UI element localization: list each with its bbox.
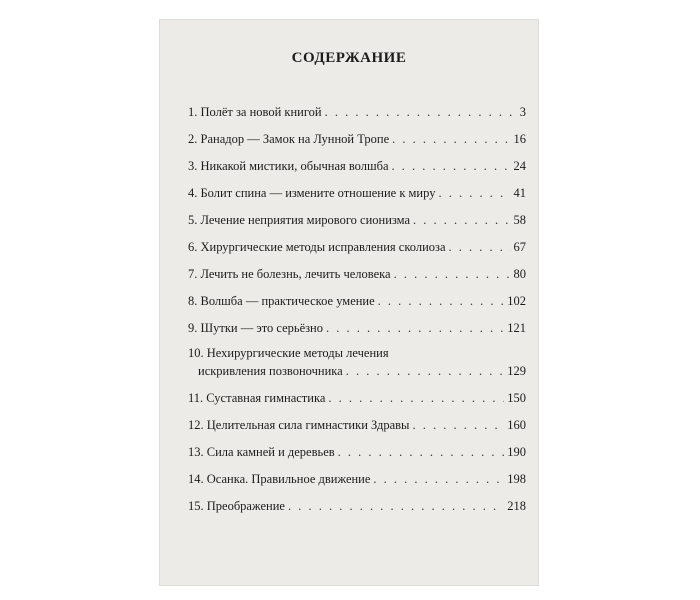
toc-entry <box>188 158 526 174</box>
toc-entry <box>188 131 526 147</box>
toc-entry-page: 24 <box>513 159 526 173</box>
toc-entry-page: 218 <box>507 499 526 513</box>
toc-leader-dots <box>378 293 505 309</box>
toc-entry-title: 3. Никакой мистики, обычная волшба <box>188 159 389 173</box>
page-title: СОДЕРЖАНИЕ <box>291 50 407 66</box>
toc-entry-page: 198 <box>507 472 526 486</box>
toc-entry-page: 67 <box>513 240 526 254</box>
toc-entry <box>188 498 526 514</box>
toc-entry-title: 11. Суставная гимнастика <box>188 391 326 405</box>
toc-entry <box>188 266 526 282</box>
toc-entry <box>188 185 526 201</box>
toc-entry-title: 14. Осанка. Правильное движение <box>188 472 371 486</box>
toc-entry-page: 16 <box>513 132 526 146</box>
toc-entry <box>188 293 526 309</box>
toc-entry-page: 160 <box>507 418 526 432</box>
toc-entry-title: 2. Ранадор — Замок на Лунной Тропе <box>188 132 390 146</box>
toc-leader-dots <box>373 471 504 487</box>
toc-entry <box>188 345 526 379</box>
toc-entry-title: 4. Болит спина — измените отношение к миру <box>188 186 436 200</box>
toc-entry <box>188 417 526 433</box>
toc-leader-dots <box>328 390 504 406</box>
toc-entry-page: 58 <box>513 213 526 227</box>
toc-leader-dots <box>325 104 517 120</box>
toc-entry-page: 80 <box>513 267 526 281</box>
toc-entry-title: 6. Хирургические методы исправления сколиоза <box>188 240 446 254</box>
toc-entry-page: 129 <box>507 364 526 378</box>
toc-leader-dots <box>346 363 505 379</box>
toc-entry <box>188 390 526 406</box>
toc-entry <box>188 471 526 487</box>
toc-entry-title: 5. Лечение неприятия мирового сионизма <box>188 213 411 227</box>
toc-entry <box>188 239 526 255</box>
toc-leader-dots <box>412 417 504 433</box>
toc-leader-dots <box>413 212 510 228</box>
toc-entry-title: 10. Нехирургические методы лечения <box>188 346 389 360</box>
toc-entry-title: 9. Шутки — это серьёзно <box>188 321 323 335</box>
toc-leader-dots <box>392 158 511 174</box>
toc-leader-dots <box>326 320 504 336</box>
toc-entry <box>188 444 526 460</box>
toc-entry-page: 41 <box>513 186 526 200</box>
book-page <box>160 20 538 585</box>
toc-entry-page: 150 <box>507 391 526 405</box>
toc-entry-title: 1. Полёт за новой книгой <box>188 105 322 119</box>
toc-entry-title-continued: искривления позвоночника <box>198 364 343 378</box>
toc-leader-dots <box>438 185 510 201</box>
toc-leader-dots <box>392 131 510 147</box>
toc-entry-title: 7. Лечить не болезнь, лечить человека <box>188 267 391 281</box>
toc-entry-page: 3 <box>519 105 526 119</box>
toc-entry-title: 13. Сила камней и деревьев <box>188 445 335 459</box>
toc-entry-title: 8. Волшба — практическое умение <box>188 294 375 308</box>
toc-leader-dots <box>449 239 511 255</box>
toc-entry-page: 121 <box>507 321 526 335</box>
toc-entry <box>188 104 526 120</box>
toc-entry-page: 102 <box>507 294 526 308</box>
toc-leader-dots <box>338 444 505 460</box>
toc-entry <box>188 320 526 336</box>
toc-leader-dots <box>288 498 504 514</box>
toc-leader-dots <box>394 266 511 282</box>
toc-entry <box>188 212 526 228</box>
toc-entry-page: 190 <box>507 445 526 459</box>
toc-entry-title: 15. Преображение <box>188 499 285 513</box>
toc-entry-title: 12. Целительная сила гимнастики Здравы <box>188 418 410 432</box>
